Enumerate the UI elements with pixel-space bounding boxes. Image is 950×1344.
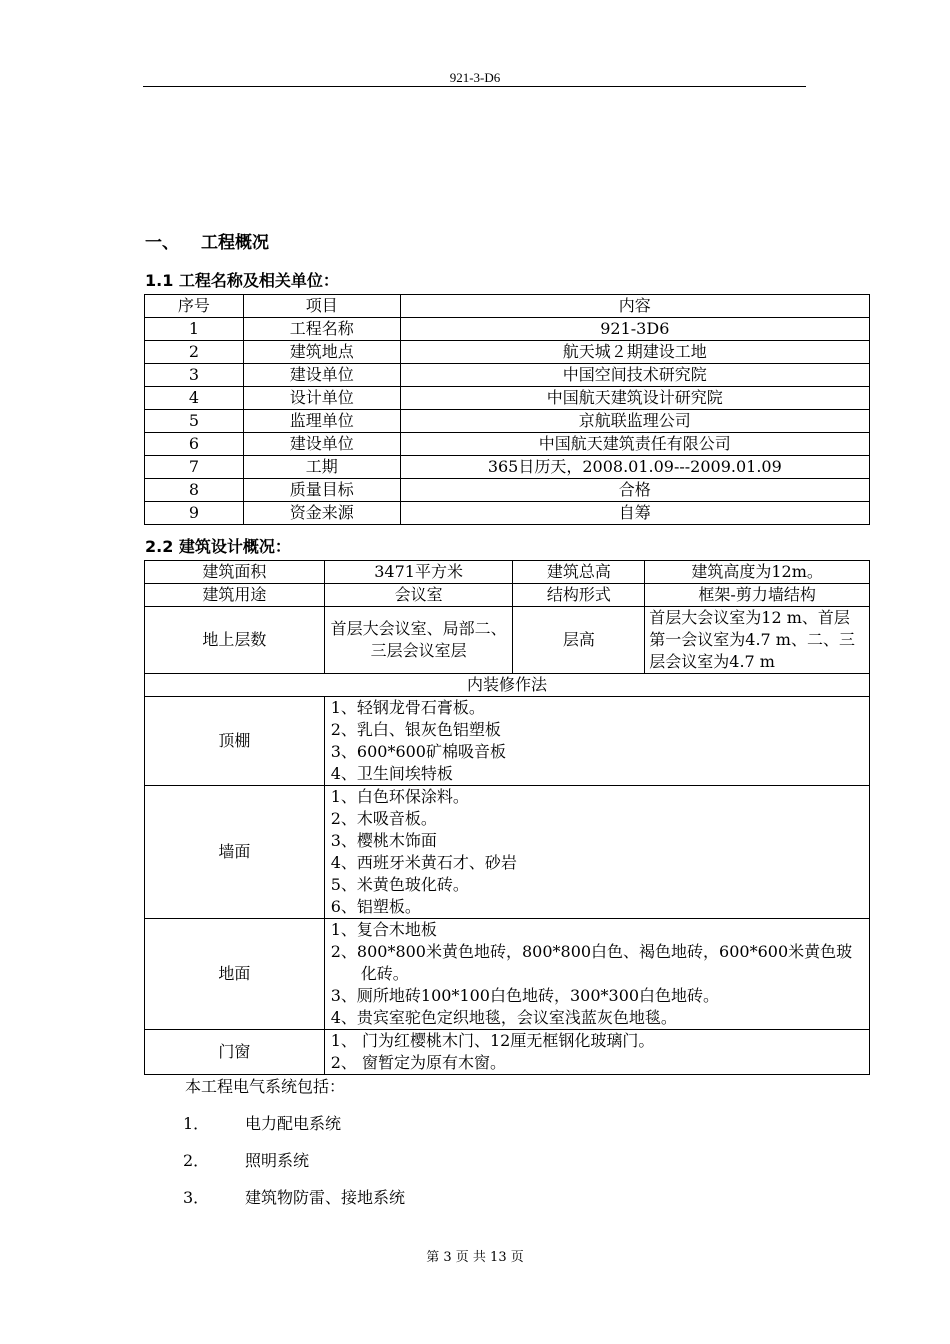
label-wall: 墙面 [145,786,325,919]
table-row [145,786,870,919]
row-item: 质量目标 [243,479,400,502]
row-item: 设计单位 [243,387,400,410]
label-total-height: 建筑总高 [513,561,645,584]
row-index: 2 [145,341,244,364]
header-cell-content: 内容 [400,295,869,318]
row-content: 365日历天，2008.01.09---2009.01.09 [400,456,869,479]
label-building-use: 建筑用途 [145,584,325,607]
electrical-intro: 本工程电气系统包括： [185,1077,346,1096]
list-item: 2、乳白、银灰色铝塑板 [330,720,501,739]
header-cell-index: 序号 [145,295,244,318]
value-floors: 首层大会议室、局部二、三层会议室层 [324,607,513,674]
row-content: 航天城２期建设工地 [400,341,869,364]
list-item: 3、樱桃木饰面 [330,831,437,850]
table-header-row [145,295,870,318]
label-ceiling: 顶棚 [145,697,325,786]
item-text: 照明系统 [245,1151,310,1170]
subsection-title-2-2: 2.2 建筑设计概况： [145,537,291,556]
list-item: 4、卫生间埃特板 [330,764,453,783]
list-item: 1、复合木地板 [330,920,437,939]
table-row [145,341,870,364]
label-floor: 地面 [145,919,325,1030]
row-item: 监理单位 [243,410,400,433]
list-item: 1、 门为红樱桃木门、12厘无框钢化玻璃门。 [330,1031,655,1050]
row-index: 8 [145,479,244,502]
item-number: 2． [183,1151,210,1170]
row-item: 工期 [243,456,400,479]
list-item: 2、木吸音板。 [330,809,437,828]
value-building-use: 会议室 [324,584,513,607]
table-row [145,697,870,786]
electrical-item [183,1148,309,1171]
project-units-table [144,294,870,525]
list-item: 2、 窗暂定为原有木窗。 [330,1053,506,1072]
value-structure-type: 框架-剪力墙结构 [645,584,870,607]
label-structure-type: 结构形式 [513,584,645,607]
row-index: 3 [145,364,244,387]
list-item: 6、铝塑板。 [330,897,421,916]
item-text: 建筑物防雷、接地系统 [245,1188,406,1207]
row-index: 6 [145,433,244,456]
table-row [145,561,870,584]
header-rule [143,86,806,87]
label-floor-height: 层高 [513,607,645,674]
item-text: 电力配电系统 [245,1114,342,1133]
interior-finish-title: 内装修作法 [145,674,870,697]
page-footer: 第 3 页 共 13 页 [426,1250,524,1265]
row-index: 1 [145,318,244,341]
row-content: 中国航天建筑责任有限公司 [400,433,869,456]
table-row [145,433,870,456]
table-row [145,318,870,341]
row-content: 自筹 [400,502,869,525]
section-title: 工程概况 [201,233,269,253]
table-row [145,1030,870,1075]
table-row [145,607,870,674]
row-index: 5 [145,410,244,433]
row-content: 京航联监理公司 [400,410,869,433]
table-row [145,479,870,502]
label-floors: 地上层数 [145,607,325,674]
table-row [145,387,870,410]
table-row [145,919,870,1030]
table-row [145,456,870,479]
row-content: 合格 [400,479,869,502]
row-item: 建筑地点 [243,341,400,364]
table-row [145,410,870,433]
electrical-item [183,1111,341,1134]
list-item: 1、白色环保涂料。 [330,787,469,806]
table-row [145,584,870,607]
floor-items [324,919,869,1030]
header-document-code: 921-3-D6 [449,70,501,85]
section-heading [145,228,269,253]
wall-items [324,786,869,919]
value-total-height: 建筑高度为12m。 [645,561,870,584]
row-index: 9 [145,502,244,525]
row-content: 中国空间技术研究院 [400,364,869,387]
electrical-item [183,1185,405,1208]
list-item: 3、600*600矿棉吸音板 [330,742,506,761]
row-item: 建设单位 [243,433,400,456]
row-content: 921-3D6 [400,318,869,341]
value-building-area: 3471平方米 [324,561,513,584]
value-floor-height: 首层大会议室为12 m、首层第一会议室为4.7 m、二、三层会议室为4.7 m [645,607,870,674]
table-row [145,674,870,697]
row-item: 资金来源 [243,502,400,525]
list-item: 3、厕所地砖100*100白色地砖，300*300白色地砖。 [330,986,720,1005]
row-index: 7 [145,456,244,479]
row-item: 建设单位 [243,364,400,387]
section-number: 一、 [145,233,179,253]
item-number: 3． [183,1188,210,1207]
table-row [145,364,870,387]
list-item: 4、贵宾室驼色定织地毯，会议室浅蓝灰色地毯。 [330,1008,677,1027]
table-row [145,502,870,525]
list-item: 5、米黄色玻化砖。 [330,875,469,894]
subsection-title-1-1: 1.1 工程名称及相关单位： [145,271,339,290]
label-building-area: 建筑面积 [145,561,325,584]
list-item: 2、800*800米黄色地砖，800*800白色、褐色地砖，600*600米黄色玻化砖。 [330,942,853,983]
row-index: 4 [145,387,244,410]
list-item: 1、轻钢龙骨石膏板。 [330,698,485,717]
building-design-table [144,560,870,1075]
ceiling-items [324,697,869,786]
row-content: 中国航天建筑设计研究院 [400,387,869,410]
list-item: 4、西班牙米黄石才、砂岩 [330,853,517,872]
door-window-items [324,1030,869,1075]
row-item: 工程名称 [243,318,400,341]
item-number: 1． [183,1114,210,1133]
label-door-window: 门窗 [145,1030,325,1075]
header-cell-item: 项目 [243,295,400,318]
